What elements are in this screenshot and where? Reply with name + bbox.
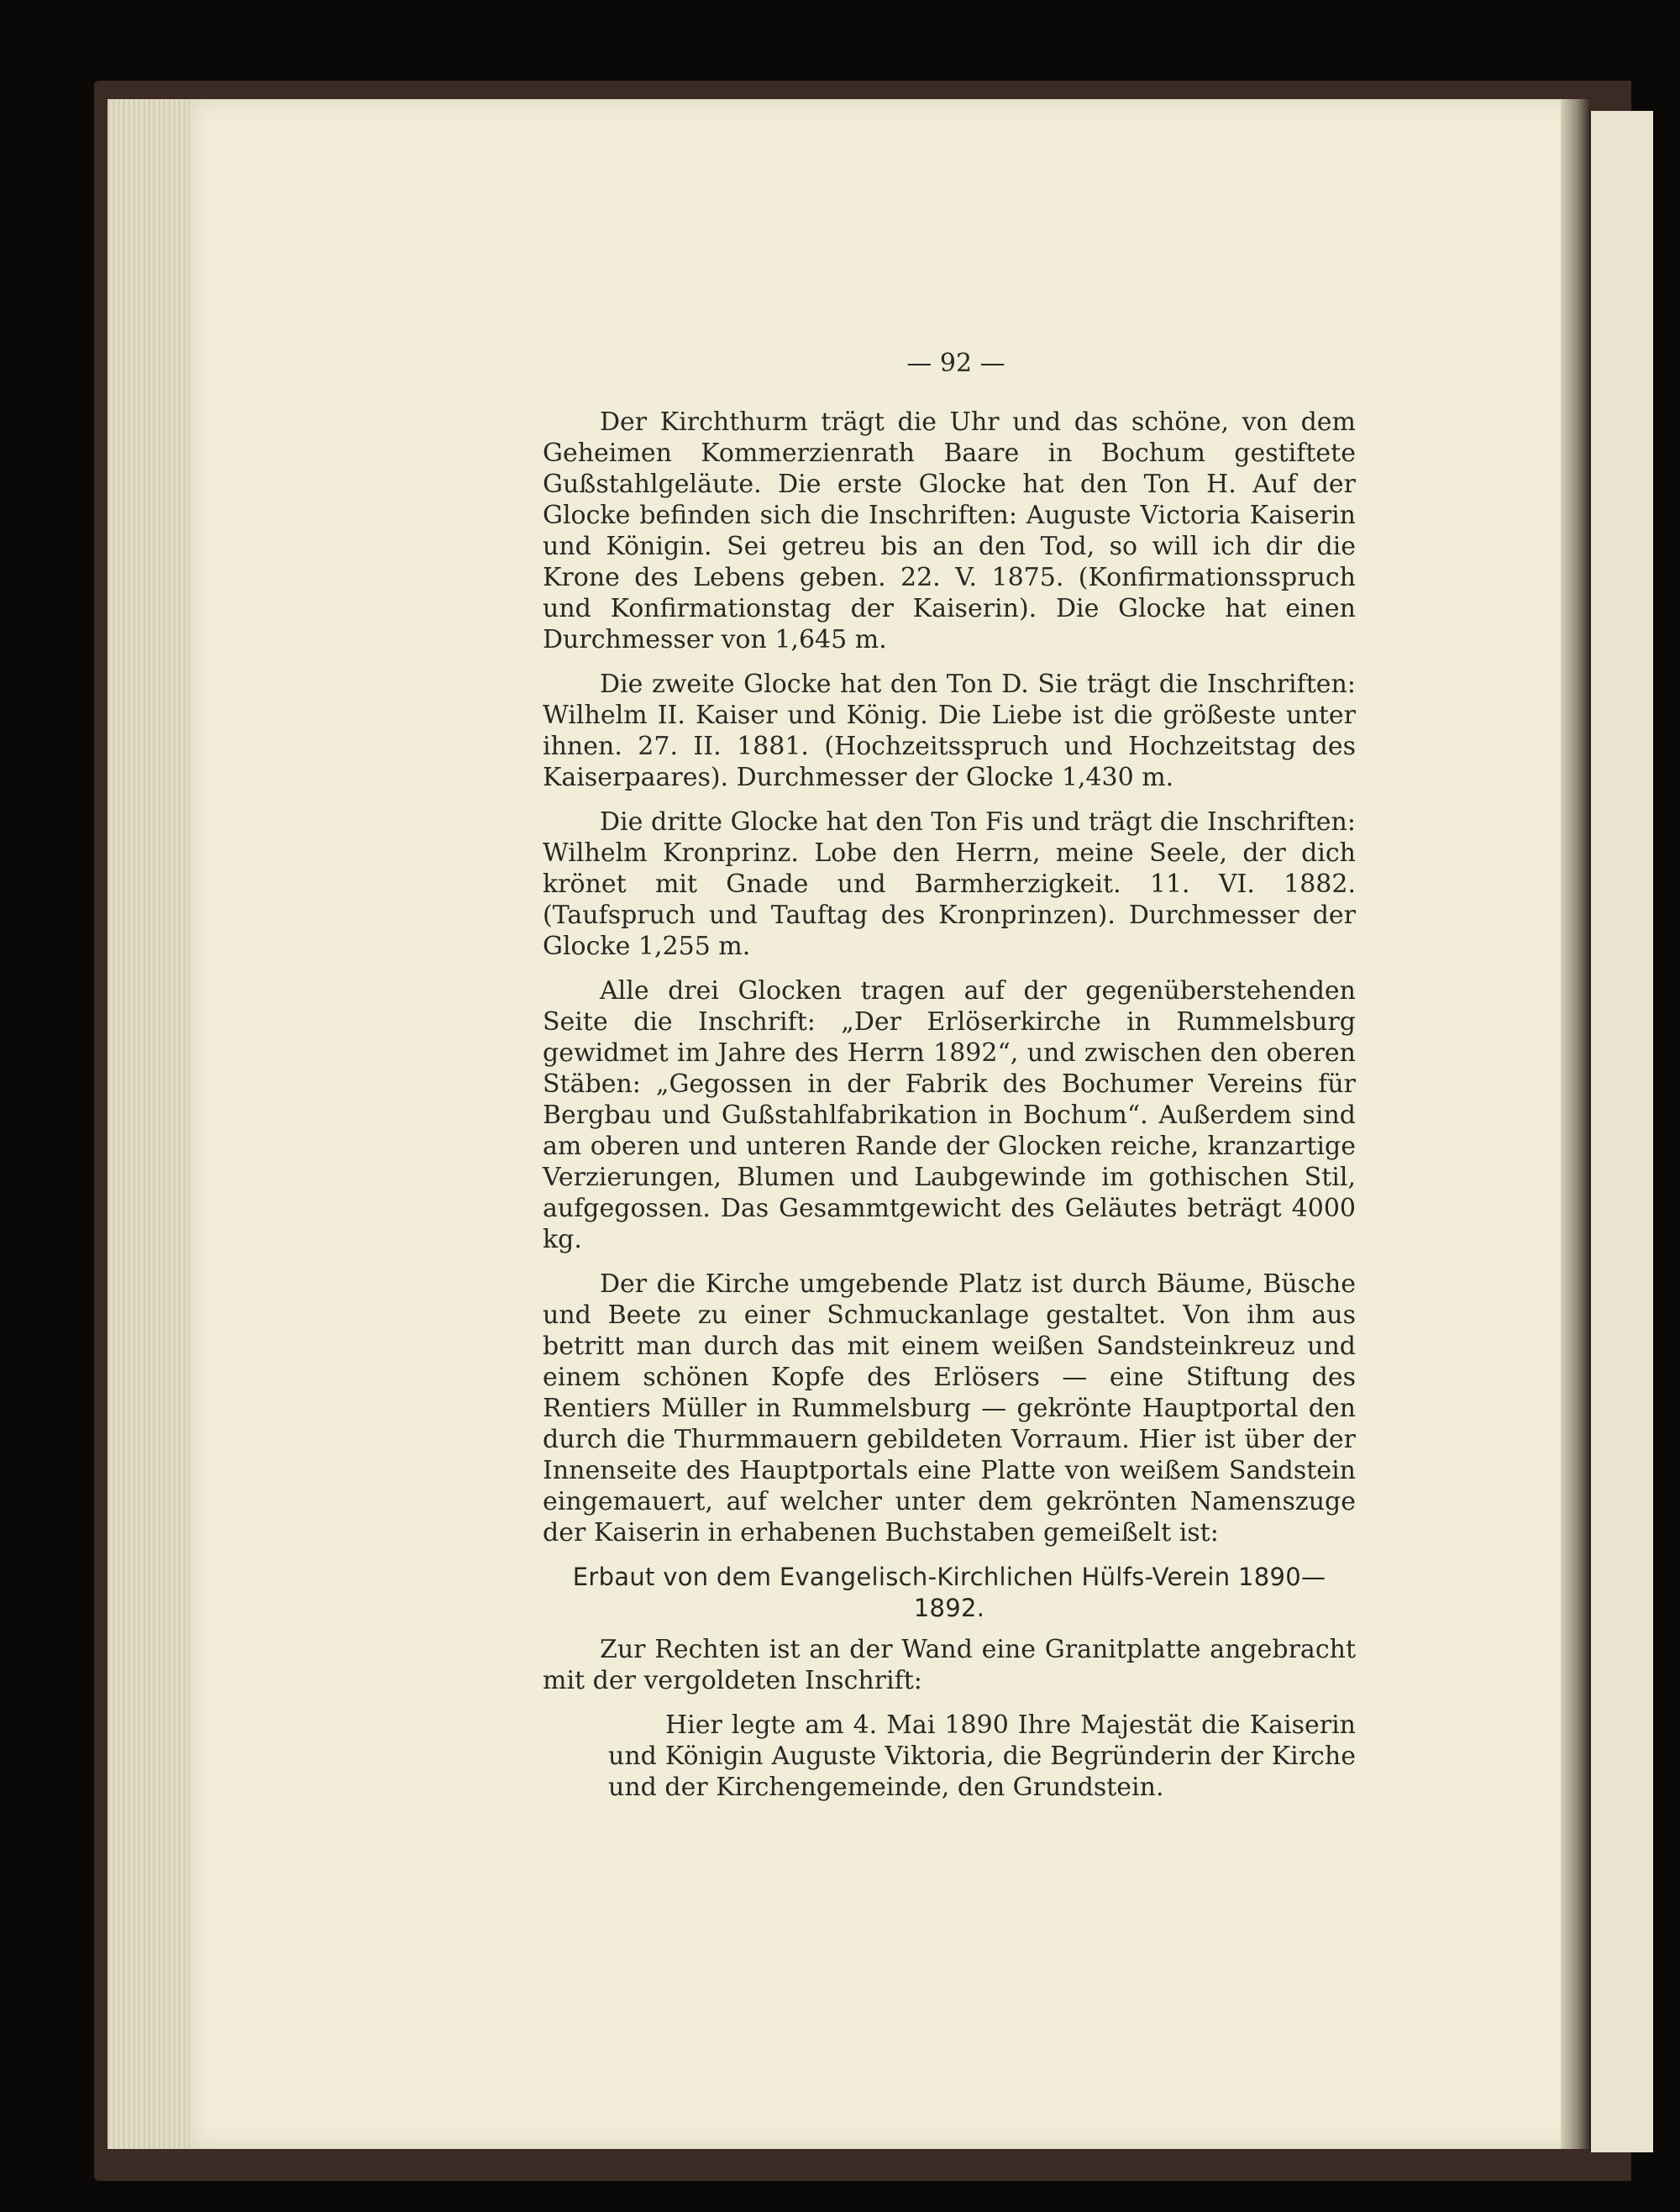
page-text <box>543 407 1356 1803</box>
page-gutter <box>1561 99 1589 2149</box>
facing-page-edge <box>1589 111 1653 2152</box>
paragraph-church-square: Der die Kirche umgebende Platz ist durch Bäume, Büsche und Beete zu einer Schmuckanlage gestaltet. Von ihm aus betritt man durch das mit einem weißen Sandsteinkreuz und einem schönen Kopfe des Erlösers — eine Stiftung des Rentiers Müller in Rummelsburg — gekrönte Hauptportal den durch die Thurmmauern gebildeten Vorraum. Hier ist über der Innenseite des Hauptportals eine Platte von weißem Sandstein eingemauert, auf welcher unter dem gekrönten Namenszuge der Kaiserin in erhabenen Buchstaben gemeißelt ist: <box>543 1269 1356 1547</box>
paragraph-bells-first: Der Kirchthurm trägt die Uhr und das schöne, von dem Geheimen Kommerzienrath Baare in Bochum gestiftete Gußstahlgeläute. Die erste Glocke hat den Ton H. Auf der Glocke befinden sich die Inschriften: Auguste Victoria Kaiserin und Königin. Sei getreu bis an den Tod, so will ich dir die Krone des Lebens geben. 22. V. 1875. (Konfirmationsspruch und Konfirmationstag der Kaiserin). Die Glocke hat einen Durchmesser von 1,645 m. <box>543 407 1356 654</box>
page-number: — 92 — <box>906 349 1005 378</box>
paragraph-granite-plate: Zur Rechten ist an der Wand eine Granitplatte angebracht mit der vergoldeten Inschrift: <box>543 1635 1356 1695</box>
page-edges <box>108 99 202 2149</box>
paragraph-bells-second: Die zweite Glocke hat den Ton D. Sie trägt die Inschriften: Wilhelm II. Kaiser und König. Die Liebe ist die größeste unter ihnen. 27. II. 1881. (Hochzeitsspruch und Hochzeitstag des Kaiserpaares). Durchmesser der Glocke 1,430 m. <box>543 670 1356 792</box>
inscription-quote: Hier legte am 4. Mai 1890 Ihre Majestät die Kaiserin und Königin Auguste Viktoria, die Begründerin der Kirche und der Kirchengemeinde, den Grundstein. <box>608 1710 1356 1802</box>
paragraph-bells-third: Die dritte Glocke hat den Ton Fis und trägt die Inschriften: Wilhelm Kronprinz. Lobe den Herrn, meine Seele, der dich krönet mit Gnade und Barmherzigkeit. 11. VI. 1882. (Taufspruch und Tauftag des Kronprinzen). Durchmesser der Glocke 1,255 m. <box>543 807 1356 961</box>
paragraph-bells-inscriptions: Alle drei Glocken tragen auf der gegenüberstehenden Seite die Inschrift: „Der Erlöserkirche in Rummelsburg gewidmet im Jahre des Herrn 1892“, und zwischen den oberen Stäben: „Gegossen in der Fabrik des Bochumer Vereins für Bergbau und Gußstahlfabrikation in Bochum“. Außerdem sind am oberen und unteren Rande der Glocken reiche, kranzartige Verzierungen, Blumen und Laubgewinde im gothischen Stil, aufgegossen. Das Gesammtgewicht des Geläutes beträgt 4000 kg. <box>543 976 1356 1254</box>
inscription-heading: Erbaut von dem Evangelisch-Kirchlichen Hülfs-Verein 1890—1892. <box>572 1563 1326 1622</box>
